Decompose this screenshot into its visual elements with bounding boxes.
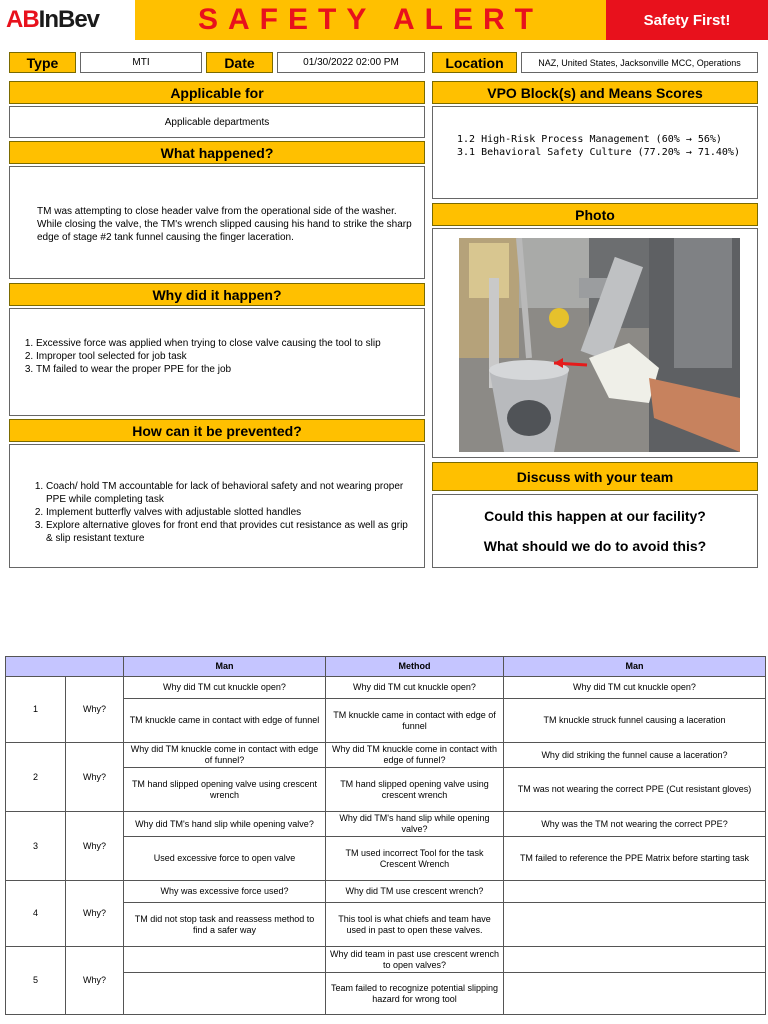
what-happened-label: What happened?	[9, 141, 425, 164]
why-happened-list	[14, 337, 416, 376]
type-value: MTI	[80, 52, 202, 73]
why-question	[504, 947, 766, 973]
column-header: Man	[504, 657, 766, 677]
row-number: 4	[6, 881, 66, 947]
location-label: Location	[432, 52, 517, 73]
what-happened-text: TM was attempting to close header valve from the operational side of the washer. While closing the valve, the TM's wrench slipped causing his hand to strike the sharp edge of stage #2 tank funnel causing the finger laceration.	[37, 206, 412, 243]
why-answer: TM was not wearing the correct PPE (Cut resistant gloves)	[504, 768, 766, 812]
why-answer: TM used incorrect Tool for the task Crescent Wrench	[326, 837, 504, 881]
why-label: Why?	[66, 947, 124, 1015]
why-answer	[124, 973, 326, 1015]
logo	[0, 0, 135, 40]
why-answer	[504, 903, 766, 947]
why-question: Why did TM cut knuckle open?	[124, 677, 326, 699]
why-answer: TM knuckle struck funnel causing a laceration	[504, 699, 766, 743]
table-row	[6, 947, 766, 973]
list-item: 2. Implement butterfly valves with adjustable slotted handles	[46, 506, 416, 519]
prevented-list	[24, 480, 416, 545]
why-question: Why did team in past use crescent wrench to open valves?	[326, 947, 504, 973]
discuss-question-1: Could this happen at our facility?	[484, 508, 706, 524]
why-answer: Team failed to recognize potential slipping hazard for wrong tool	[326, 973, 504, 1015]
why-label: Why?	[66, 677, 124, 743]
why-question: Why was excessive force used?	[124, 881, 326, 903]
why-answer: This tool is what chiefs and team have used in past to open these valves.	[326, 903, 504, 947]
why-question: Why was the TM not wearing the correct PPE?	[504, 812, 766, 837]
column-header: Method	[326, 657, 504, 677]
list-item: 2. Improper tool selected for job task	[36, 350, 416, 363]
why-question: Why did TM's hand slip while opening valve?	[326, 812, 504, 837]
list-item: 1. Coach/ hold TM accountable for lack of behavioral safety and not wearing proper PPE while completing task	[46, 480, 416, 506]
table-header-row	[6, 657, 766, 677]
column-header: Man	[124, 657, 326, 677]
table-row	[6, 881, 766, 903]
logo-inbev: InBev	[38, 6, 100, 33]
vpo-box	[432, 106, 758, 199]
list-item: 3. Explore alternative gloves for front end that provides cut resistance as well as grip & slip resistant texture	[46, 519, 416, 545]
title-bar	[135, 0, 606, 40]
photo-label: Photo	[432, 203, 758, 226]
table-row	[6, 677, 766, 699]
applicable-label: Applicable for	[9, 81, 425, 104]
why-question: Why did TM cut knuckle open?	[326, 677, 504, 699]
discuss-label: Discuss with your team	[432, 462, 758, 491]
why-question	[504, 881, 766, 903]
why-answer: TM knuckle came in contact with edge of funnel	[326, 699, 504, 743]
why-answer	[504, 973, 766, 1015]
why-label: Why?	[66, 743, 124, 812]
why-answer: TM knuckle came in contact with edge of funnel	[124, 699, 326, 743]
incident-photo	[459, 238, 740, 452]
row-number: 2	[6, 743, 66, 812]
row-number: 3	[6, 812, 66, 881]
why-happened-label: Why did it happen?	[9, 283, 425, 306]
why-label: Why?	[66, 812, 124, 881]
what-happened-box	[9, 166, 425, 279]
type-label: Type	[9, 52, 76, 73]
five-why-table	[5, 656, 766, 1015]
list-item: 1. Excessive force was applied when trying to close valve causing the tool to slip	[36, 337, 416, 350]
why-happened-box	[9, 308, 425, 416]
photo-box	[432, 228, 758, 458]
row-number: 5	[6, 947, 66, 1015]
discuss-question-2: What should we do to avoid this?	[483, 538, 707, 554]
header-blank	[6, 657, 124, 677]
why-question: Why did TM use crescent wrench?	[326, 881, 504, 903]
why-label: Why?	[66, 881, 124, 947]
why-answer: TM hand slipped opening valve using crescent wrench	[326, 768, 504, 812]
slogan: Safety First!	[643, 11, 731, 29]
date-label: Date	[206, 52, 273, 73]
why-question: Why did TM knuckle come in contact with edge of funnel?	[326, 743, 504, 768]
vpo-line-1: 1.2 High-Risk Process Management (60% → 56%)	[457, 134, 722, 145]
prevented-label: How can it be prevented?	[9, 419, 425, 442]
why-question: Why did TM cut knuckle open?	[504, 677, 766, 699]
why-answer: Used excessive force to open valve	[124, 837, 326, 881]
page-title: SAFETY ALERT	[197, 3, 543, 36]
list-item: 3. TM failed to wear the proper PPE for the job	[36, 363, 416, 376]
row-number: 1	[6, 677, 66, 743]
why-answer: TM failed to reference the PPE Matrix before starting task	[504, 837, 766, 881]
prevented-box	[9, 444, 425, 568]
slogan-box	[606, 0, 768, 40]
table-row	[6, 743, 766, 768]
vpo-line-2: 3.1 Behavioral Safety Culture (77.20% → 71.40%)	[457, 147, 740, 158]
table-row	[6, 812, 766, 837]
vpo-label: VPO Block(s) and Means Scores	[432, 81, 758, 104]
why-question	[124, 947, 326, 973]
why-question: Why did striking the funnel cause a laceration?	[504, 743, 766, 768]
date-value: 01/30/2022 02:00 PM	[277, 52, 425, 73]
discuss-box	[432, 494, 758, 568]
logo-ab: AB	[6, 6, 39, 33]
why-answer: TM hand slipped opening valve using crescent wrench	[124, 768, 326, 812]
why-question: Why did TM knuckle come in contact with edge of funnel?	[124, 743, 326, 768]
why-answer: TM did not stop task and reassess method to find a safer way	[124, 903, 326, 947]
location-value: NAZ, United States, Jacksonville MCC, Operations	[521, 52, 758, 73]
applicable-value: Applicable departments	[9, 106, 425, 138]
why-question: Why did TM's hand slip while opening valve?	[124, 812, 326, 837]
